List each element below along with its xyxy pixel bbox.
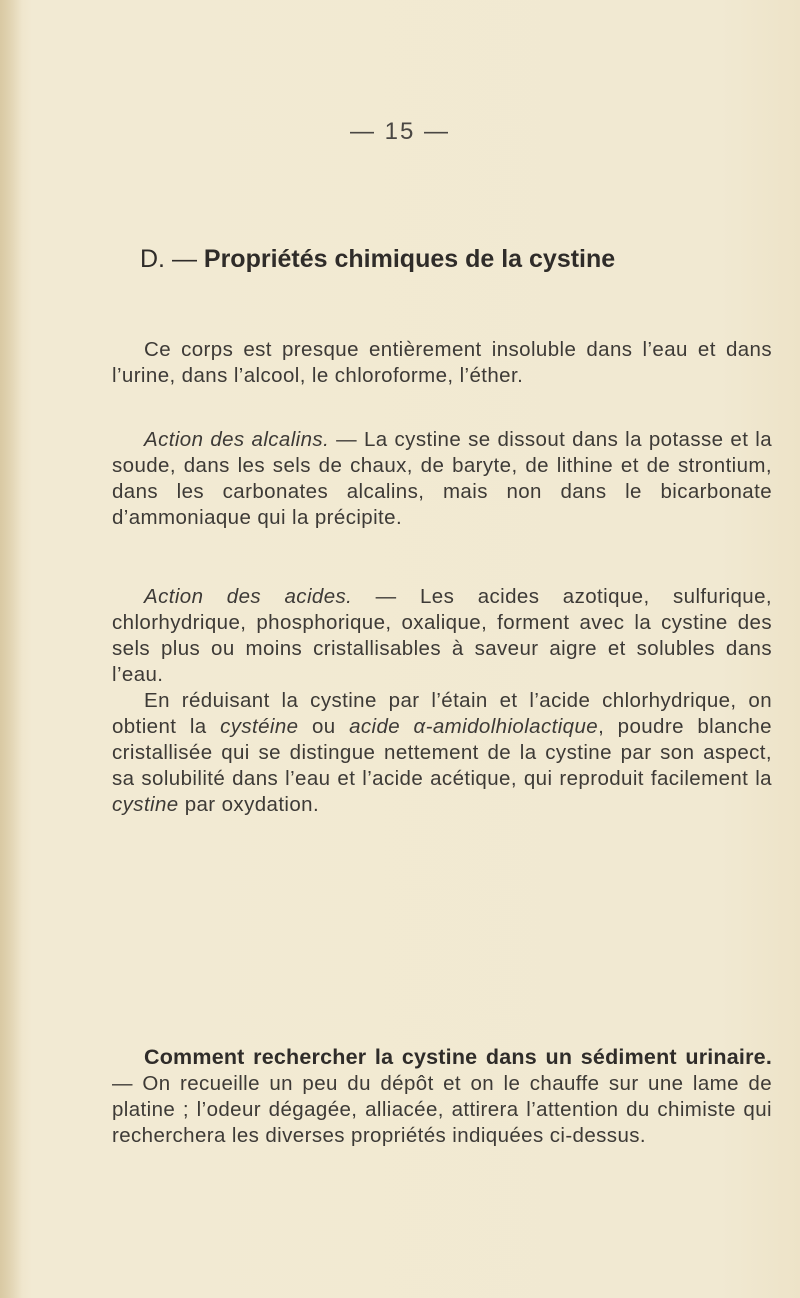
paragraph-alcalins	[112, 427, 772, 531]
paragraph-cysteine-body	[112, 688, 772, 818]
paragraph-acides-body	[112, 584, 772, 688]
paragraph-cysteine-text-4: par oxydation.	[178, 793, 320, 816]
paragraph-recherche-text: — On recueille un peu du dépôt et on le chauffe sur une lame de platine ; l’odeur dégagée, alliacée, attirera l’attention du chimiste qui recherchera les diverses propriétés indiquées ci-dessus.	[112, 1072, 772, 1147]
paragraph-insolubility	[112, 337, 772, 389]
term-cystine: cystine	[112, 793, 179, 816]
page-number: — 15 —	[349, 118, 451, 145]
paragraph-recherche	[112, 1044, 772, 1149]
term-acide-amidothiolactique: acide α-amidolhiolactique	[349, 715, 599, 738]
paragraph-cysteine-text-1: En réduisant la cystine par l’étain et l’acide chlorhydrique, on obtient la	[112, 689, 772, 738]
paragraph-cysteine-text-3: , poudre blanche cristallisée qui se distingue nettement de la cystine par son aspect, sa solubilité dans l’eau et l’acide acétique, qui reproduit facilement la	[112, 715, 772, 790]
section-heading-prefix: D. —	[140, 245, 204, 273]
paragraph-acides-lead: Action des acides.	[144, 585, 353, 608]
term-cysteine: cystéine	[220, 715, 299, 738]
paragraph-recherche-lead: Comment rechercher la cystine dans un sédiment urinaire.	[144, 1045, 772, 1069]
paragraph-insolubility-text: Ce corps est presque entièrement insoluble dans l’eau et dans l’urine, dans l’alcool, le chloroforme, l’éther.	[112, 338, 772, 387]
paragraph-alcalins-text: — La cystine se dissout dans la potasse et la soude, dans les sels de chaux, de baryte, de lithine et de strontium, dans les carbonates alcalins, mais non dans le bicarbonate d’ammoniaque qui la précipite.	[112, 428, 773, 529]
paragraph-recherche-body	[112, 1044, 772, 1149]
paragraph-cysteine-text-2: ou	[298, 715, 350, 738]
section-heading	[140, 245, 780, 274]
section-heading-title: Propriétés chimiques de la cystine	[203, 245, 616, 273]
paragraph-acides-text: — Les acides azotique, sulfurique, chlorhydrique, phosphorique, oxalique, forment avec la cystine des sels plus ou moins cristallisables à saveur aigre et solubles dans l’eau.	[112, 585, 772, 686]
paragraph-acides	[112, 584, 772, 818]
page-binding-shadow	[0, 0, 22, 1298]
paragraph-alcalins-lead: Action des alcalins.	[144, 428, 330, 451]
paragraph-alcalins-body	[112, 427, 772, 531]
